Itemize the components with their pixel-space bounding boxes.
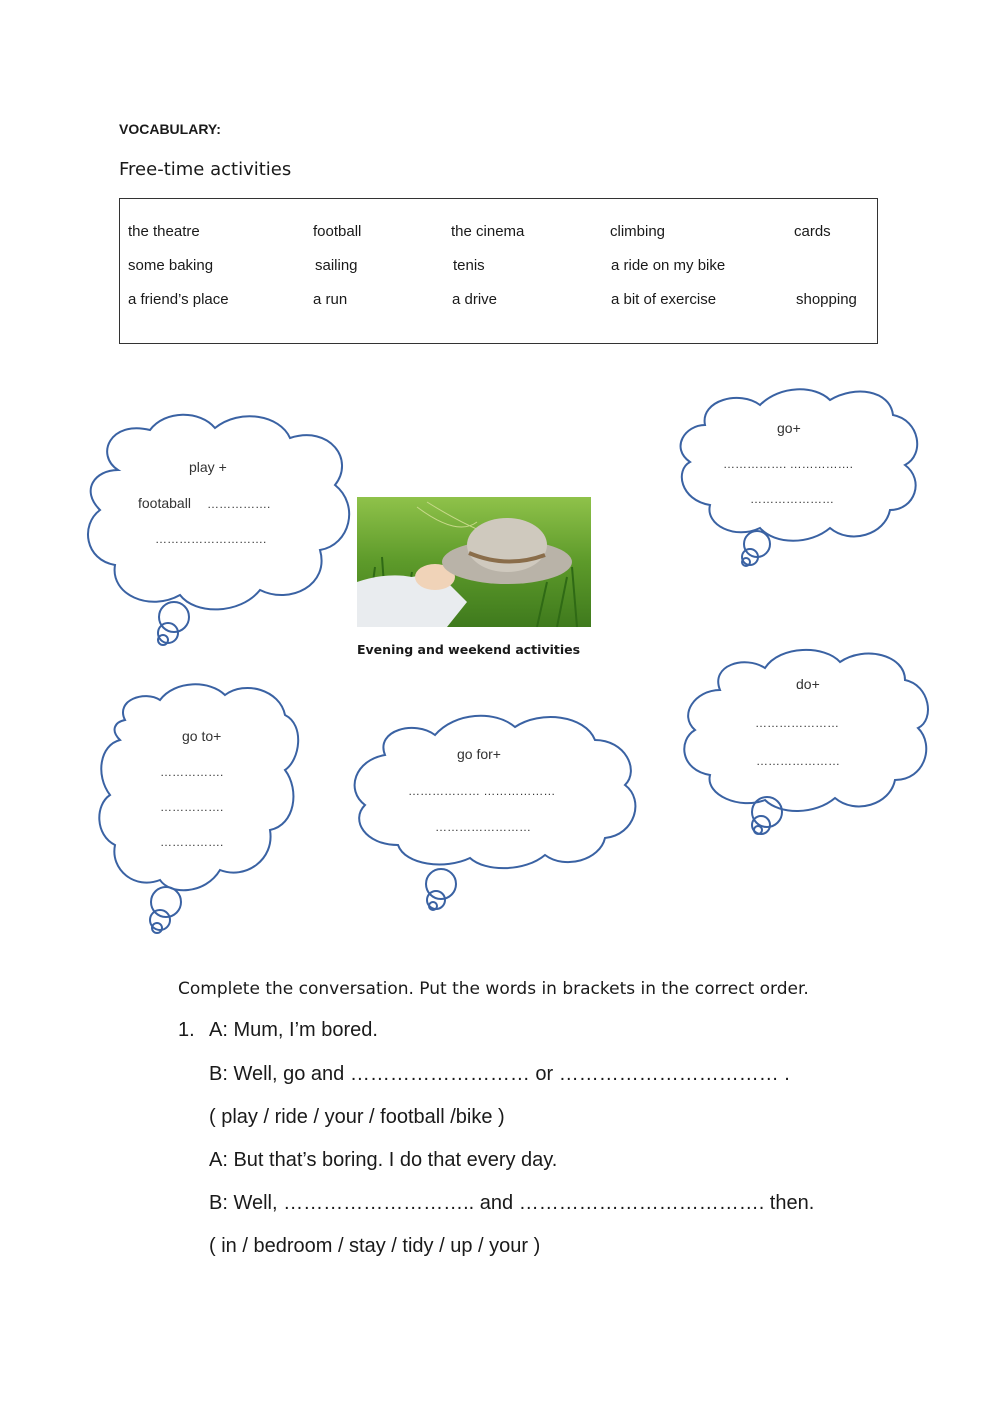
section-subtitle: Free-time activities	[119, 159, 292, 180]
cloud-play-bubble	[158, 635, 168, 645]
word-item: a run	[313, 291, 348, 308]
word-item: some baking	[128, 257, 214, 274]
photo-illustration	[357, 497, 591, 627]
cloud-do-blank: …………………	[756, 754, 840, 768]
photo-caption: Evening and weekend activities	[357, 642, 581, 657]
cloud-play-bubble	[159, 602, 189, 632]
word-item: a drive	[452, 291, 498, 308]
word-item: a ride on my bike	[611, 257, 726, 274]
cloud-do-shape	[684, 650, 928, 811]
cloud-do-label: do+	[796, 676, 820, 692]
dialogue-line: B: Well, go and ……………………… or …………………………… .	[209, 1063, 790, 1085]
cloud-play-blank: …………….	[207, 497, 271, 511]
word-item: shopping	[796, 291, 857, 308]
dialogue-line: ( in / bedroom / stay / tidy / up / your )	[209, 1235, 541, 1257]
word-item: tenis	[453, 257, 485, 274]
word-item: the cinema	[451, 223, 525, 240]
word-item: cards	[794, 223, 831, 240]
dialogue-line: A: But that’s boring. I do that every day.	[209, 1149, 558, 1171]
word-item: sailing	[315, 257, 358, 274]
cloud-play-blank: ……………………….	[155, 532, 267, 546]
cloud-go-label: go+	[777, 420, 801, 436]
exercise-instruction: Complete the conversation. Put the words in brackets in the correct order.	[178, 979, 809, 999]
cloud-gofor-bubble	[426, 869, 456, 899]
cloud-gofor-blank: ……………… ………………	[408, 784, 556, 798]
cloud-do-blank: …………………	[755, 716, 839, 730]
vocabulary-heading: VOCABULARY:	[119, 121, 221, 137]
word-item: climbing	[610, 223, 666, 240]
cloud-goto-shape	[99, 684, 298, 890]
exercise-number: 1.	[178, 1019, 195, 1041]
cloud-gofor-label: go for+	[457, 746, 501, 762]
cloud-goto-label: go to+	[182, 728, 222, 744]
activity-photo	[357, 497, 591, 627]
cloud-play-shape	[88, 415, 349, 610]
dialogue-line: B: Well, ……………………….. and ………………………………. then.	[209, 1192, 815, 1214]
word-item: football	[313, 223, 362, 240]
word-item: a friend’s place	[128, 291, 229, 308]
word-item: the theatre	[128, 223, 200, 240]
cloud-play-example: footaball	[138, 495, 191, 511]
cloud-go-blank: …………………	[750, 492, 834, 506]
cloud-play-label: play +	[189, 459, 227, 475]
cloud-goto-blank: …………….	[160, 765, 224, 779]
cloud-go-blank: ……………. …………….	[723, 457, 854, 471]
cloud-goto-blank: …………….	[160, 800, 224, 814]
dialogue-line: A: Mum, I’m bored.	[209, 1019, 378, 1041]
dialogue-line: ( play / ride / your / football /bike )	[209, 1106, 505, 1128]
cloud-goto-blank: …………….	[160, 835, 224, 849]
word-item: a bit of exercise	[611, 291, 717, 308]
cloud-gofor-blank: ……………………	[435, 820, 531, 834]
